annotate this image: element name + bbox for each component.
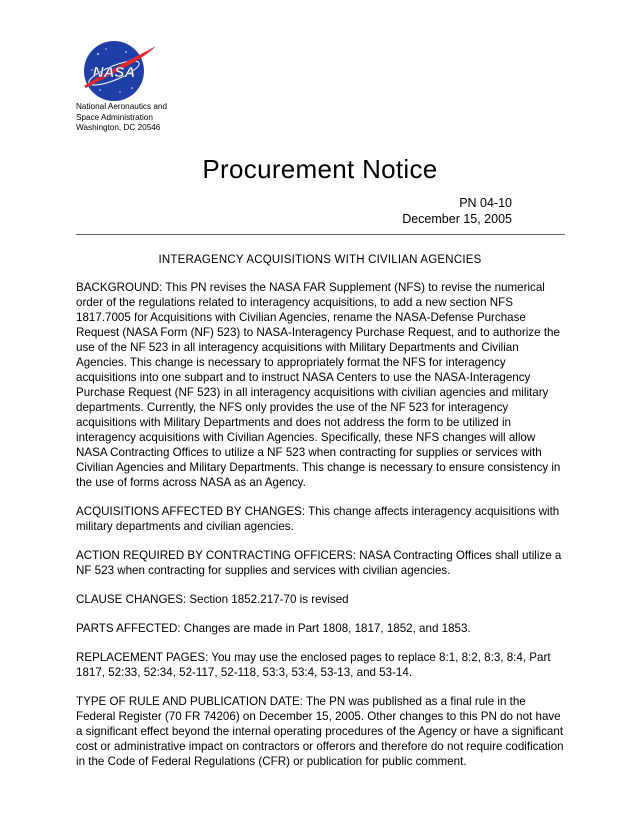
agency-line-2: Space Administration — [76, 112, 153, 122]
notice-number: PN 04-10 — [459, 196, 512, 210]
divider — [76, 234, 565, 235]
agency-address — [76, 102, 167, 134]
section-type-of-rule: TYPE OF RULE AND PUBLICATION DATE: The PN was published as a final rule in the Federal Register (70 FR 74206) on December 15, 2005. Other changes to this PN do not have a significant effect beyond the internal operating procedures of the Agency or have a significant cost or administrative impact on contractors or offerors and therefore do not require codification in the Code of Federal Regulations (CFR) or publication for public comment. — [76, 695, 564, 768]
agency-line-3: Washington, DC 20546 — [76, 123, 161, 132]
section-action-required: ACTION REQUIRED BY CONTRACTING OFFICERS: NASA Contracting Offices shall utilize a NF 523 when contracting for supplies and services with civilian agencies. — [76, 549, 562, 577]
nasa-logo — [80, 40, 158, 102]
notice-body — [76, 280, 565, 783]
document-title: Procurement Notice — [202, 154, 438, 184]
logo-text: NASA — [92, 64, 136, 81]
agency-line-1: National Aeronautics and — [76, 102, 168, 111]
section-background: BACKGROUND: This PN revises the NASA FAR Supplement (NFS) to revise the numerical order of the regulations related to interagency acquisitions, to add a new section NFS 1817.7005 for Acquisitions with Civilian Agencies, rename the NASA-Defense Purchase Request (NASA Form (NF) 523) to NASA-Interagency Purchase Request, and to authorize the use of the NF 523 in all interagency acquisitions with Military Departments and Civilian Agencies. This change is necessary to appropriately format the NFS for interagency acquisitions into one subpart and to instruct NASA Centers to use the NASA-Interagency Purchase Request (NF 523) in all interagency acquisitions with civilian agencies and military departments. Currently, the NFS only provides the use of the NF 523 for interagency acquisitions with Military Departments and does not address the form to be utilized in interagency acquisitions with Civilian Agencies. Specifically, these NFS changes will allow NASA Contracting Offices to utilize a NF 523 when contracting for supplies or services with Civilian Agencies and Military Departments. This change is necessary to ensure consistency in the use of forms across NASA as an Agency. — [76, 281, 561, 489]
section-clause-changes: CLAUSE CHANGES: Section 1852.217-70 is revised — [76, 593, 349, 606]
notice-heading: INTERAGENCY ACQUISITIONS WITH CIVILIAN AGENCIES — [158, 254, 482, 266]
section-replacement-pages: REPLACEMENT PAGES: You may use the enclosed pages to replace 8:1, 8:2, 8:3, 8:4, Part 1817, 52:33, 52:34, 52-117, 52-118, 53:3, 53:4, 53-13, and 53-14. — [76, 651, 551, 679]
section-parts-affected: PARTS AFFECTED: Changes are made in Part 1808, 1817, 1852, and 1853. — [76, 622, 471, 635]
notice-date: December 15, 2005 — [402, 212, 512, 226]
section-acquisitions-affected: ACQUISITIONS AFFECTED BY CHANGES: This change affects interagency acquisitions with military departments and civilian agencies. — [76, 505, 560, 533]
notice-meta — [402, 195, 512, 227]
